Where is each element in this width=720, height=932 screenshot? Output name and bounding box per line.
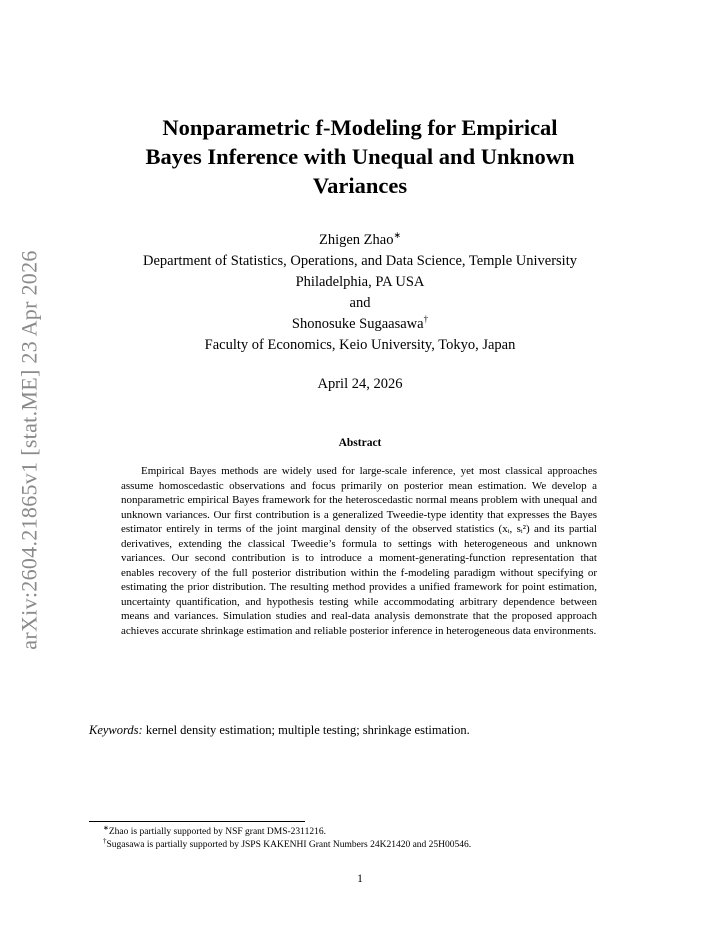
footnote-rule — [89, 821, 305, 822]
arxiv-identifier: arXiv:2604.21865v1 [stat.ME] 23 Apr 2026 — [17, 250, 42, 650]
footnotes — [89, 823, 649, 852]
author-1-name: Zhigen Zhao — [318, 232, 394, 248]
keywords-label: Keywords: — [89, 723, 143, 737]
author-1-footnote-mark: ∗ — [393, 230, 402, 241]
abstract-body: Empirical Bayes methods are widely used for large-scale inference, yet most classical approaches assume homoscedastic observations and focus primarily on posterior mean estimation. We develop a nonparametric empirical Bayes framework for the heteroscedastic normal means problem with unequal and unknown variances. Our first contribution is a generalized Tweedie-type identity that expresses the Bayes estimator entirely in terms of the joint marginal density of the observed statistics (xᵢ, sᵢ²) and its partial derivatives, extending the classical Tweedie’s formula to settings with heterogeneous and unknown variances. Our second contribution is to introduce a moment-generating-function representation that enables recovery of the full posterior distribution within the f-modeling paradigm without specifying or estimating the prior distribution. The resulting method provides a unified framework for point estimation, uncertainty quantification, and hypothesis testing while accommodating arbitrary dependence between means and variances. Simulation studies and real-data analysis demonstrate that the proposed approach achieves accurate shrinkage estimation and reliable posterior inference in heterogeneous data environments. — [121, 465, 597, 638]
abstract-heading: Abstract — [338, 437, 382, 449]
footnote-2 — [89, 836, 649, 852]
footnote-1 — [89, 823, 649, 839]
author-1-affiliation: Department of Statistics, Operations, and Data Science, Temple University — [142, 253, 577, 269]
title-line-3: Variances — [312, 173, 408, 198]
page-number: 1 — [357, 873, 363, 885]
paper-date: April 24, 2026 — [317, 376, 403, 392]
author-block — [40, 230, 680, 356]
author-1-location: Philadelphia, PA USA — [295, 274, 425, 290]
paper-title — [60, 113, 660, 200]
title-line-2: Bayes Inference with Unequal and Unknown — [145, 144, 575, 169]
author-1 — [40, 230, 680, 251]
footnote-2-text: Sugasawa is partially supported by JSPS KAKENHI Grant Numbers 24K21420 and 25H00546. — [106, 840, 472, 850]
author-2-affiliation: Faculty of Economics, Keio University, Tokyo, Japan — [204, 337, 516, 353]
author-2-name: Shonosuke Sugaasawa — [291, 316, 424, 332]
keywords-text: kernel density estimation; multiple testing; shrinkage estimation. — [145, 723, 470, 737]
footnote-1-mark: ∗ — [103, 823, 109, 832]
author-2-footnote-mark: † — [423, 314, 429, 325]
footnote-1-text: Zhao is partially supported by NSF grant DMS-2311216. — [108, 827, 326, 837]
footnote-2-mark: † — [103, 836, 107, 845]
author-2 — [40, 314, 680, 335]
keywords-line — [89, 723, 649, 738]
title-line-1: Nonparametric f-Modeling for Empirical — [162, 115, 558, 140]
author-conjunction: and — [349, 295, 371, 311]
